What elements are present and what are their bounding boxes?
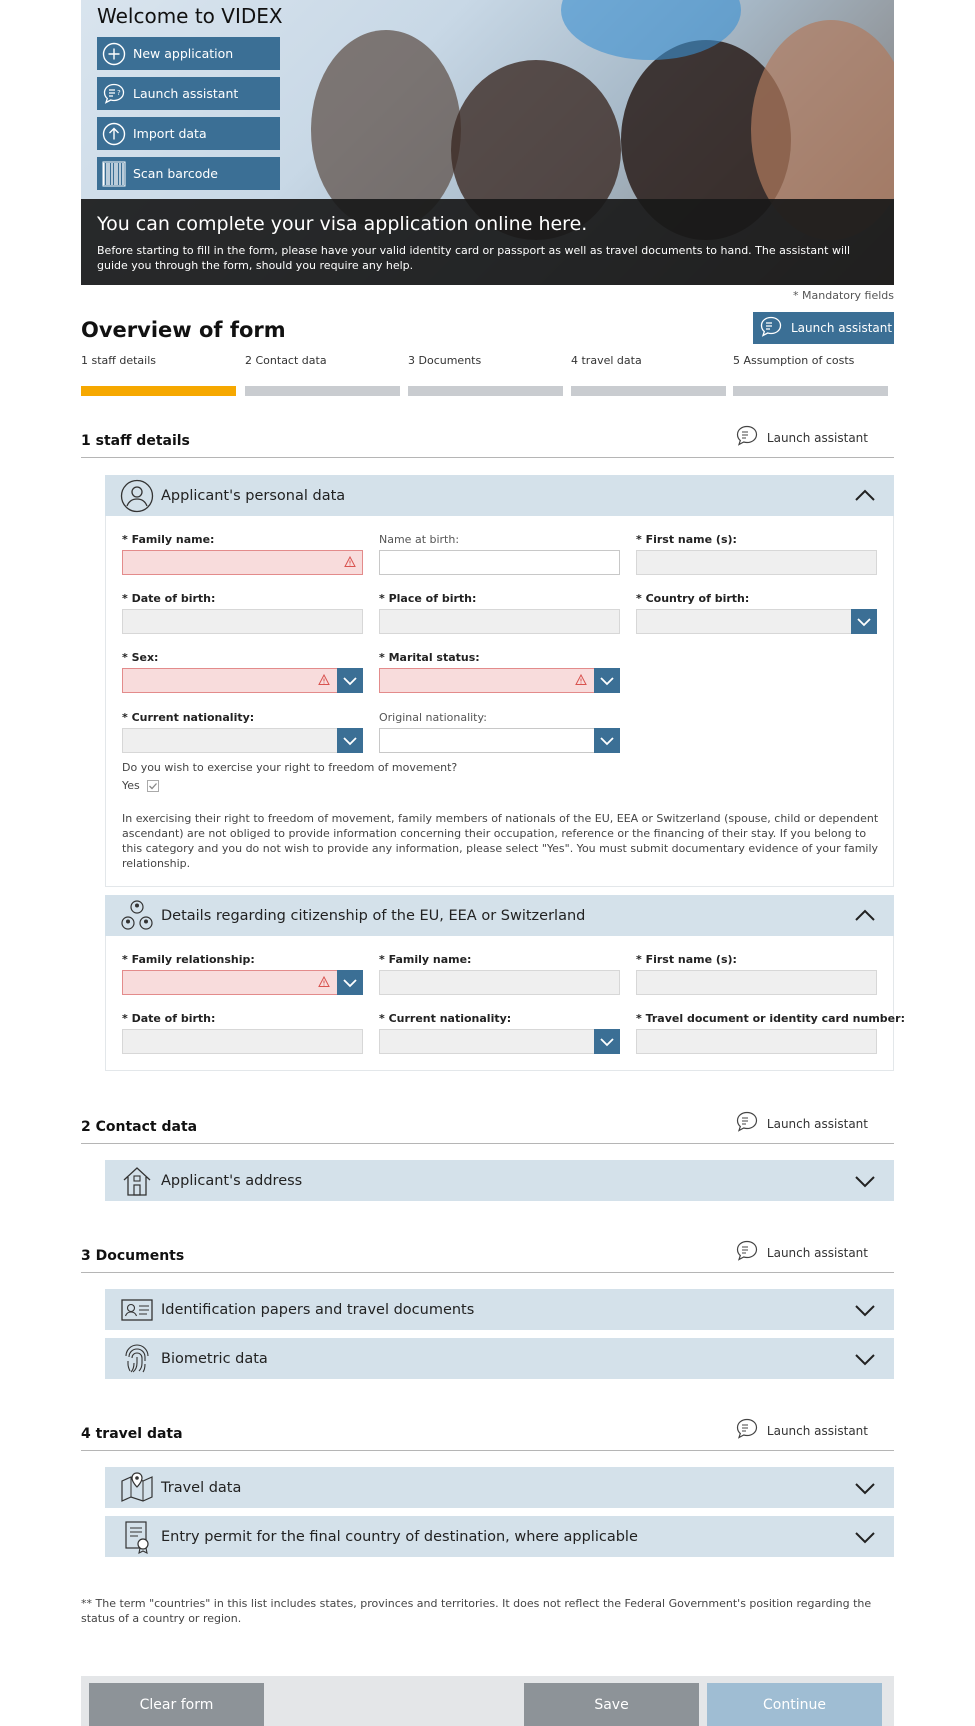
chevron-down-icon (854, 1477, 876, 1499)
svg-text:?: ? (117, 88, 121, 97)
chat-question-icon (735, 1110, 759, 1137)
section-title: 1 staff details (81, 433, 190, 449)
current-nationality-label: * Current nationality: (122, 711, 255, 724)
step-progress-bar (571, 386, 726, 396)
sex-label: * Sex: (122, 651, 159, 664)
chevron-up-icon (854, 485, 876, 507)
eu-current-nationality-select[interactable] (379, 1029, 620, 1054)
import-data-label: Import data (133, 126, 207, 141)
eu-date-of-birth-input[interactable] (122, 1029, 363, 1054)
accordion-title: Travel data (161, 1479, 242, 1496)
chat-question-icon (101, 81, 127, 107)
section-header-travel-data (81, 1421, 894, 1451)
step-label: 2 Contact data (245, 354, 327, 367)
banner-title: You can complete your visa application online here. (97, 213, 588, 235)
accordion-entry-permit[interactable] (105, 1516, 894, 1557)
step-contact-data[interactable] (245, 354, 400, 396)
chevron-down-icon (600, 736, 614, 746)
accordion-title: Biometric data (161, 1350, 268, 1367)
continue-button[interactable]: Continue (707, 1683, 882, 1726)
step-progress-bar (245, 386, 400, 396)
step-label: 1 staff details (81, 354, 157, 367)
eu-family-name-label: * Family name: (379, 953, 472, 966)
chevron-down-icon (343, 736, 357, 746)
accordion-citizenship[interactable] (105, 895, 894, 936)
chevron-down-icon (857, 617, 871, 627)
save-button[interactable]: Save (524, 1683, 699, 1726)
first-names-input[interactable] (636, 550, 877, 575)
house-icon (119, 1163, 155, 1199)
country-of-birth-label: * Country of birth: (636, 592, 750, 605)
import-data-button[interactable] (97, 117, 280, 150)
accordion-title: Identification papers and travel documents (161, 1301, 475, 1318)
travel-doc-input[interactable] (636, 1029, 877, 1054)
name-at-birth-label: Name at birth: (379, 533, 460, 546)
section-header-contact-data (81, 1114, 894, 1144)
date-of-birth-label: * Date of birth: (122, 592, 216, 605)
freedom-yes-label: Yes (122, 779, 140, 792)
family-name-label: * Family name: (122, 533, 215, 546)
chevron-up-icon (854, 905, 876, 927)
section-launch-assistant[interactable] (735, 1110, 868, 1137)
step-label: 3 Documents (408, 354, 482, 367)
section-launch-assistant[interactable] (735, 1239, 868, 1266)
sex-select[interactable] (122, 668, 363, 693)
eu-first-names-input[interactable] (636, 970, 877, 995)
warning-icon (344, 556, 356, 568)
step-progress-bar (81, 386, 236, 396)
section-launch-label: Launch assistant (766, 430, 868, 445)
barcode-icon (101, 161, 127, 187)
freedom-yes-row (122, 778, 159, 793)
step-staff-details[interactable] (81, 354, 236, 396)
freedom-question: Do you wish to exercise your right to freedom of movement? (122, 761, 458, 774)
accordion-applicant-address[interactable] (105, 1160, 894, 1201)
chat-question-icon (735, 1417, 759, 1444)
family-relationship-select[interactable] (122, 970, 363, 995)
date-of-birth-input[interactable] (122, 609, 363, 634)
upload-circle-icon (101, 121, 127, 147)
chat-question-icon (735, 424, 759, 451)
chat-question-icon (735, 1239, 759, 1266)
accordion-travel-data[interactable] (105, 1467, 894, 1508)
form-action-bar (81, 1676, 894, 1726)
chevron-down-icon (600, 1037, 614, 1047)
country-of-birth-select[interactable] (636, 609, 877, 634)
accordion-title: Entry permit for the final country of destination, where applicable (161, 1528, 638, 1545)
section-launch-assistant[interactable] (735, 1417, 868, 1444)
chevron-down-icon (600, 676, 614, 686)
place-of-birth-input[interactable] (379, 609, 620, 634)
section-launch-label: Launch assistant (766, 1116, 868, 1131)
step-documents[interactable] (408, 354, 563, 396)
page-title: Overview of form (81, 318, 286, 342)
marital-status-label: * Marital status: (379, 651, 480, 664)
section-title: 2 Contact data (81, 1119, 198, 1135)
section-header-documents (81, 1243, 894, 1273)
eu-current-nationality-label: * Current nationality: (379, 1012, 512, 1025)
marital-status-select[interactable] (379, 668, 620, 693)
dropdown-toggle[interactable] (594, 728, 620, 753)
family-name-input[interactable] (122, 550, 363, 575)
scan-barcode-label: Scan barcode (133, 166, 218, 181)
step-label: 5 Assumption of costs (733, 354, 855, 367)
mandatory-note: * Mandatory fields (793, 289, 894, 302)
scan-barcode-button[interactable] (97, 157, 280, 190)
launch-assistant-label: Launch assistant (791, 321, 893, 335)
travel-doc-label: * Travel document or identity card number: (636, 1012, 905, 1025)
current-nationality-select[interactable] (122, 728, 363, 753)
clear-form-button[interactable]: Clear form (89, 1683, 264, 1726)
eu-family-name-input[interactable] (379, 970, 620, 995)
warning-icon (318, 674, 330, 686)
chat-question-icon (759, 316, 783, 341)
section-title: 4 travel data (81, 1426, 183, 1442)
countries-footnote: ** The term "countries" in this list includes states, provinces and territories. It does not reflect the Federal Government's position regarding the status of a country or region. (81, 1597, 872, 1625)
section-launch-label: Launch assistant (766, 1423, 868, 1438)
step-travel-data[interactable] (571, 354, 726, 396)
dropdown-toggle[interactable] (851, 609, 877, 634)
fingerprint-icon (119, 1341, 155, 1377)
chevron-down-icon (854, 1526, 876, 1548)
hero-banner (81, 0, 894, 285)
dropdown-toggle[interactable] (337, 728, 363, 753)
step-assumption-costs[interactable] (733, 354, 888, 396)
section-title: 3 Documents (81, 1248, 185, 1264)
eu-date-of-birth-label: * Date of birth: (122, 1012, 216, 1025)
dropdown-toggle[interactable] (337, 970, 363, 995)
group-icon (119, 898, 155, 934)
name-at-birth-input[interactable] (379, 550, 620, 575)
section-header-staff-details (81, 428, 894, 458)
warning-icon (575, 674, 587, 686)
launch-assistant-button[interactable] (753, 312, 894, 344)
first-names-label: * First name (s): (636, 533, 737, 546)
place-of-birth-label: * Place of birth: (379, 592, 477, 605)
id-card-icon (119, 1292, 155, 1328)
accordion-title: Applicant's address (161, 1172, 303, 1189)
accordion-id-papers[interactable] (105, 1289, 894, 1330)
banner-text: Before starting to fill in the form, please have your valid identity card or passport as well as travel documents to hand. The assistant will guide you through the form, should you require any help. (97, 244, 851, 272)
original-nationality-select[interactable] (379, 728, 620, 753)
chevron-down-icon (343, 676, 357, 686)
dropdown-toggle[interactable] (594, 668, 620, 693)
hero-launch-assistant-button[interactable] (97, 77, 280, 110)
chevron-down-icon (854, 1299, 876, 1321)
form-progress-steps (81, 354, 894, 398)
original-nationality-label: Original nationality: (379, 711, 487, 724)
welcome-title: Welcome to VIDEX (97, 4, 283, 28)
step-progress-bar (733, 386, 888, 396)
user-icon (119, 478, 155, 514)
accordion-title: Applicant's personal data (161, 487, 346, 504)
hero-launch-assistant-label: Launch assistant (133, 86, 239, 101)
chevron-down-icon (854, 1170, 876, 1192)
new-application-label: New application (133, 46, 234, 61)
step-progress-bar (408, 386, 563, 396)
dropdown-toggle[interactable] (594, 1029, 620, 1054)
warning-icon (318, 976, 330, 988)
accordion-biometric[interactable] (105, 1338, 894, 1379)
map-pin-icon (119, 1470, 155, 1506)
chevron-down-icon (854, 1348, 876, 1370)
certificate-icon (119, 1519, 155, 1555)
accordion-personal-data[interactable] (105, 475, 894, 516)
eu-first-names-label: * First name (s): (636, 953, 737, 966)
family-relationship-label: * Family relationship: (122, 953, 255, 966)
section-launch-label: Launch assistant (766, 1245, 868, 1260)
hero-info-banner (81, 199, 894, 285)
step-label: 4 travel data (571, 354, 642, 367)
section-launch-assistant[interactable] (735, 424, 868, 451)
freedom-yes-checkbox[interactable] (147, 780, 159, 792)
new-application-button[interactable] (97, 37, 280, 70)
freedom-info-text: In exercising their right to freedom of movement, family members of nationals of the EU, EEA or Switzerland (spouse, child or dependent ascendant) are not obliged to provide information concerning their occupation, reference or the financing of their stay. If you belong to this category and you do not wish to provide any information, please select "Yes". You must submit documentary evidence of your family relationship. (122, 812, 879, 870)
dropdown-toggle[interactable] (337, 668, 363, 693)
plus-circle-icon (101, 41, 127, 67)
chevron-down-icon (343, 978, 357, 988)
accordion-title: Details regarding citizenship of the EU, EEA or Switzerland (161, 907, 586, 924)
